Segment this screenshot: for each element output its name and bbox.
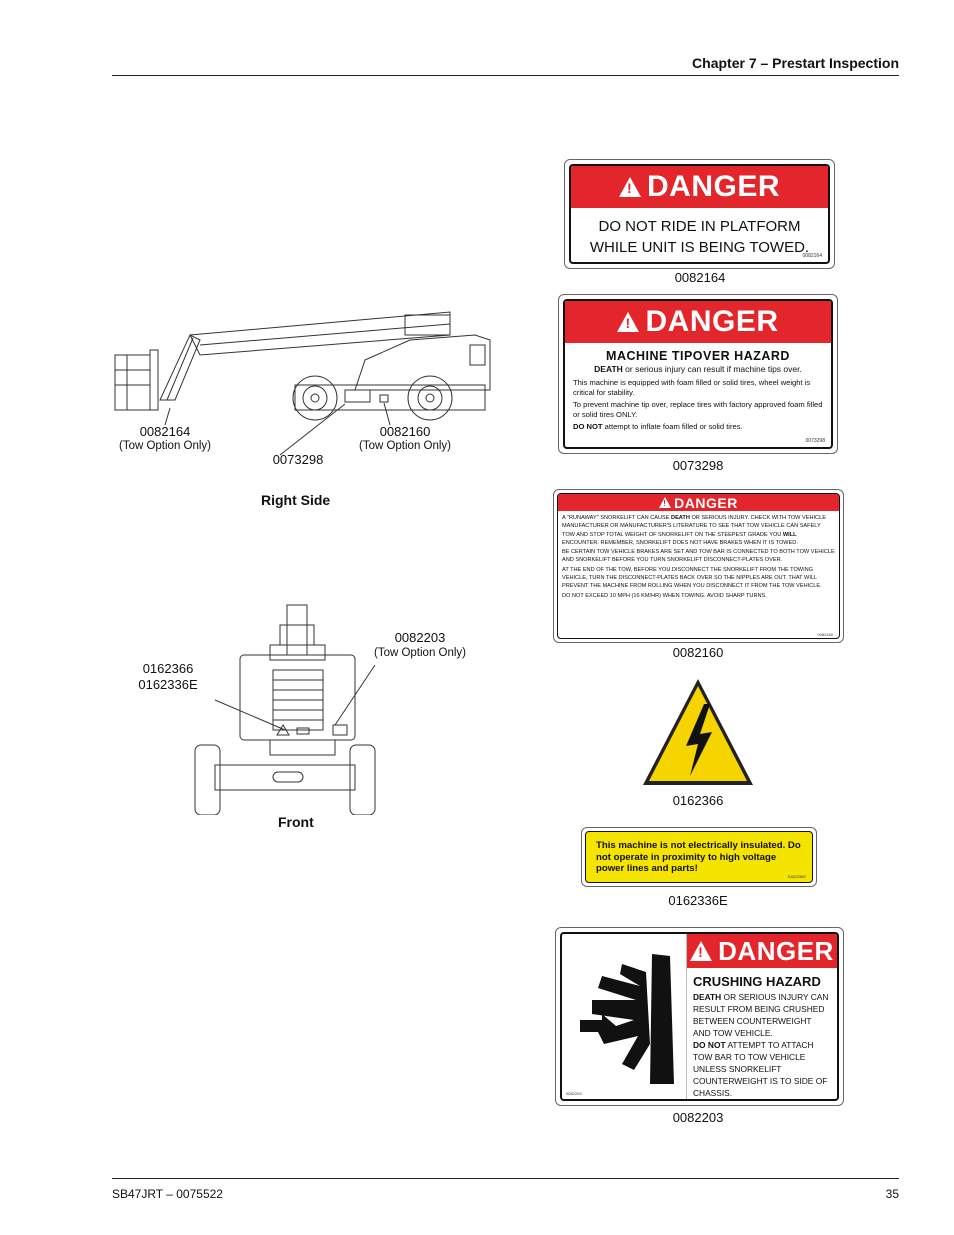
header-rule [112,75,899,76]
decal-paragraph-3: AT THE END OF THE TOW, BEFORE YOU DISCONNECT THE SNORKELIFT FROM THE TOWING VEHICLE, TURN THE DISCONNECT-PLATES BACK OVER SO THE NIPPLES ARE OUT. THAT WILL PREVENT THE MACHINE FROM ROLLING WHEN YOU DISCONNECT IT FROM THE TOW VEHICLE. [562,566,822,590]
page-number: 35 [885,1187,899,1201]
callout-0082160-note: (Tow Option Only) [358,440,452,452]
danger-banner: ! DANGER [565,301,831,343]
decal-0082164: ! DANGER DO NOT RIDE IN PLATFORM WHILE UNIT IS BEING TOWED. 0082164 [564,159,835,269]
warning-triangle-icon: ! [690,941,712,961]
callout-0073298: 0073298 [272,452,324,467]
chapter-title: Chapter 7 – Prestart Inspection [692,55,899,71]
callout-0082203: 0082203 [394,630,446,645]
callout-0162336E: 0162336E [138,677,198,692]
footer-doc-id: SB47JRT – 0075522 [112,1187,223,1201]
decal-title: CRUSHING HAZARD [693,974,821,989]
callout-0082164: 0082164 [139,424,191,439]
decal-code-0073298: 0073298 [672,458,724,473]
decal-paragraph-1: A "RUNAWAY" SNORKELIFT CAN CAUSE DEATH OR SERIOUS INJURY. CHECK WITH TOW VEHICLE MANUFACTURER OR MANUFACTURER'S LITERATURE TO SEE THAT TOW VEHICLE CAN SAFELY TOW AND STOP TOTAL WEIGHT OF SNORKELIFT ON THE STEEPEST GRADE YOU WILL ENCOUNTER. REMEMBER, SNORKELIFT DOES NOT HAVE BRAKES WHEN IT IS TOWED. [562,515,826,546]
danger-banner: ! DANGER [558,494,839,511]
danger-banner: ! DANGER [571,166,828,208]
front-machine-drawing [185,600,385,815]
callout-0162366: 0162366 [142,661,194,676]
decal-0073298: ! DANGER MACHINE TIPOVER HAZARD DEATH or serious injury can result if machine tips over. This machine is equipped with foam filled or solid tires, wheel weight is critical for stability. To prevent machine tip over, replace tires with factory approved foam filled or solid tires ONLY. DO NOT attempt to inflate foam filled or solid tires. 0073298 [558,294,838,454]
decal-line-1: DO NOT RIDE IN PLATFORM [598,218,801,235]
right-side-caption: Right Side [261,492,331,508]
decal-paragraph-4: DO NOT EXCEED 10 MPH (16 KM/HR) WHEN TOWING. AVOID SHARP TURNS. [562,592,767,599]
decal-0082160: ! DANGER A "RUNAWAY" SNORKELIFT CAN CAUSE DEATH OR SERIOUS INJURY. CHECK WITH TOW VEHICLE MANUFACTURER OR MANUFACTURER'S LITERATURE TO SEE THAT TOW VEHICLE CAN SAFELY TOW AND STOP TOTAL WEIGHT OF SNORKELIFT ON THE STEEPEST GRADE YOU WILL ENCOUNTER. REMEMBER, SNORKELIFT DOES NOT HAVE BRAKES WHEN IT IS TOWED. BE CERTAIN TOW VEHICLE BRAKES ARE SET AND TOW BAR IS CONNECTED TO BOTH TOW VEHICLE AND SNORKELIFT BEFORE YOU TURN SNORKELIFT DISCONNECT-PLATES OVER. AT THE END OF THE TOW, BEFORE YOU DISCONNECT THE SNORKELIFT FROM THE TOWING VEHICLE, TURN THE DISCONNECT-PLATES BACK OVER SO THE NIPPLES ARE OUT. THAT WILL PREVENT THE MACHINE FROM ROLLING WHEN YOU DISCONNECT IT FROM THE TOW VEHICLE. DO NOT EXCEED 10 MPH (16 KM/HR) WHEN TOWING. AVOID SHARP TURNS. 0082160 [553,489,844,643]
crushing-pictogram: 0082203 [562,934,687,1099]
decal-paragraph-2: BE CERTAIN TOW VEHICLE BRAKES ARE SET AND TOW BAR IS CONNECTED TO BOTH TOW VEHICLE AND SNORKELIFT BEFORE YOU TURN SNORKELIFT DISCONNECT-PLATES OVER. [562,549,835,564]
decal-code-0162336E: 0162336E [668,893,728,908]
warning-triangle-icon: ! [619,177,641,197]
decal-code-0162366: 0162366 [672,793,724,808]
callout-0082160: 0082160 [379,424,431,439]
decal-0162336E: This machine is not electrically insulated. Do not operate in proximity to high voltage power lines and parts! 0162336E [581,827,817,887]
decal-0082203: 0082203 ! DANGER CRUSHING HAZARD DEATH OR SERIOUS INJURY CAN RESULT FROM BEING CRUSHED BETWEEN COUNTERWEIGHT AND TOW VEHICLE. DO NOT ATTEMPT TO ATTACH TOW BAR TO TOW VEHICLE UNLESS SNORKELIFT COUNTERWEIGHT IS TO SIDE OF CHASSIS. [555,927,844,1106]
electrical-hazard-icon [640,676,756,788]
decal-paragraph-1: This machine is equipped with foam filled or solid tires, wheel weight is critical for stability. [573,378,811,397]
decal-title: MACHINE TIPOVER HAZARD [606,349,790,363]
decal-line-2: WHILE UNIT IS BEING TOWED. [589,239,810,256]
warning-triangle-icon: ! [659,497,671,508]
crushing-hand-icon [562,934,686,1101]
front-caption: Front [278,814,314,830]
warning-triangle-icon: ! [617,312,639,332]
decal-code-0082160: 0082160 [672,645,724,660]
decal-paragraph-2: To prevent machine tip over, replace tires with factory approved foam filled or solid tires ONLY. [573,400,823,419]
callout-0082203-note: (Tow Option Only) [373,647,467,659]
callout-0082164-note: (Tow Option Only) [118,440,212,452]
footer-rule [112,1178,899,1179]
decal-code-0082203: 0082203 [672,1110,724,1125]
danger-banner: ! DANGER [687,934,837,968]
electrical-warning-text: This machine is not electrically insulated. Do not operate in proximity to high voltage power lines and parts! [596,840,801,874]
decal-code-0082164: 0082164 [674,270,726,285]
